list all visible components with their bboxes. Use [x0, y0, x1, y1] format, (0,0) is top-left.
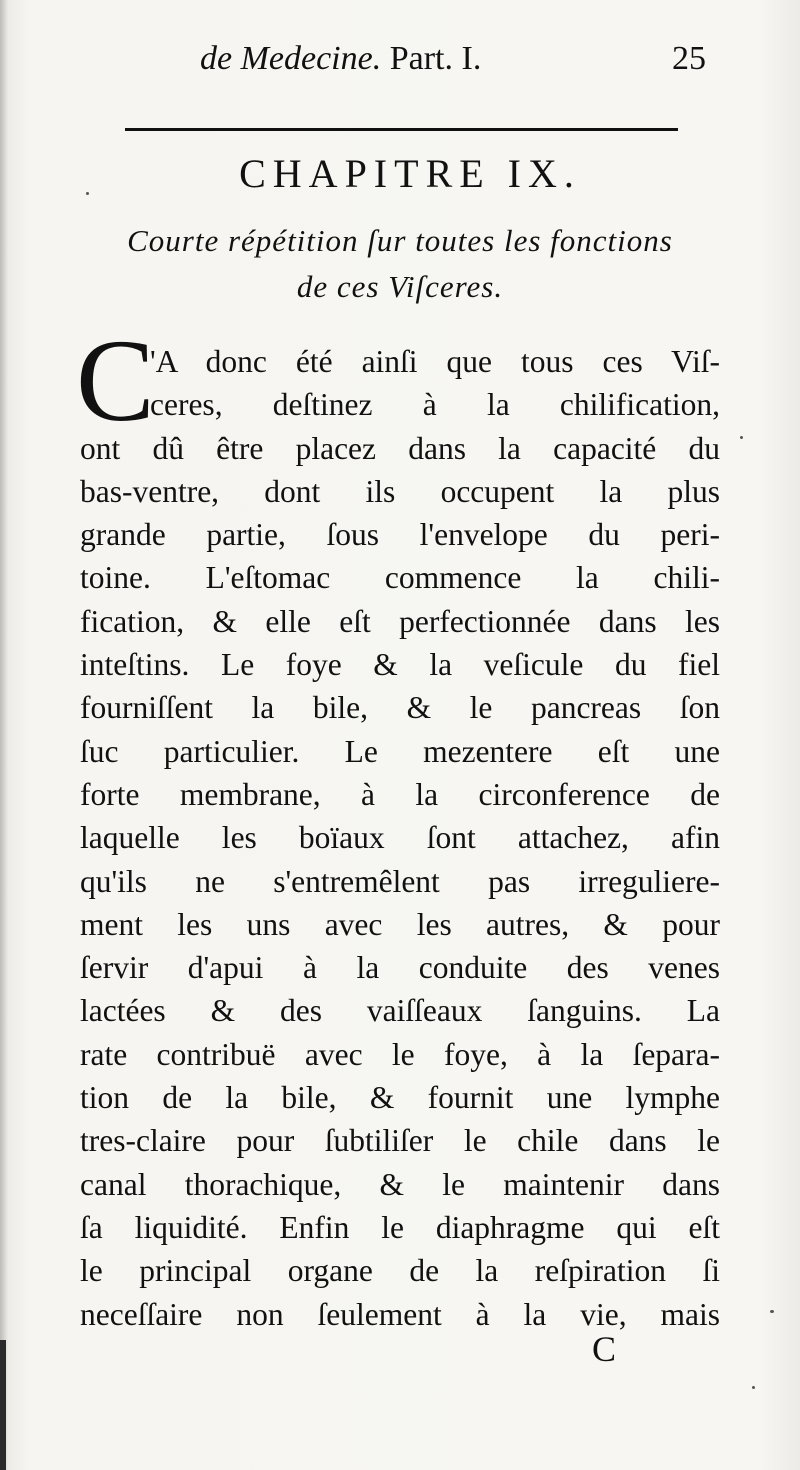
text-line: lactées & des vaiſſeaux ſanguins. La	[80, 993, 720, 1029]
chapter-subtitle-line-1: Courte répétition ſur toutes les fonctions	[127, 223, 673, 258]
chapter-subtitle-line-2: de ces Viſceres.	[296, 269, 504, 304]
running-head-title	[200, 40, 481, 78]
text-line: fication, & elle eſt perfectionnée dans les	[80, 603, 720, 639]
text-line: fourniſſent la bile, & le pancreas ſon	[80, 690, 720, 726]
text-line: inteſtins. Le foye & la veſicule du fiel	[80, 647, 720, 683]
text-line: tion de la bile, & fournit une lymphe	[80, 1080, 720, 1116]
drop-cap: C	[76, 315, 155, 446]
body-text	[80, 340, 720, 1336]
text-line: toine. L'eſtomac commence la chili-	[80, 560, 720, 596]
running-head	[0, 40, 800, 90]
text-line: canal thorachique, & le maintenir dans	[80, 1166, 720, 1202]
chapter-subtitle	[75, 218, 725, 310]
text-line: 'A donc été ainſi que tous ces Viſ-	[150, 344, 720, 379]
page-number: 25	[672, 40, 706, 77]
text-line: bas-ventre, dont ils occupent la plus	[80, 473, 720, 509]
text-line: ont dû être placez dans la capacité du	[80, 430, 720, 466]
text-line: grande partie, ſous l'envelope du peri-	[80, 517, 720, 553]
text-line: forte membrane, à la circonference de	[80, 776, 720, 812]
text-line: ment les uns avec les autres, & pour	[80, 906, 720, 942]
catchword: C	[592, 1329, 617, 1369]
text-line: ceres, deſtinez à la chilification,	[150, 387, 720, 423]
chapter-title: CHAPITRE IX.	[239, 151, 581, 196]
text-line: ſa liquidité. Enfin le diaphragme qui eſt	[80, 1209, 720, 1245]
ink-speck	[752, 1386, 755, 1389]
text-line: ſuc particulier. Le mezentere eſt une	[80, 733, 720, 769]
running-head-part: Part. I.	[389, 40, 482, 77]
text-line: laquelle les boïaux ſont attachez, afin	[80, 820, 720, 856]
header-rule	[125, 128, 678, 131]
page-gutter-shadow	[0, 0, 8, 1470]
text-line: rate contribuë avec le foye, à la ſepara-	[80, 1036, 720, 1072]
text-line: tres-claire pour ſubtiliſer le chile dans le	[80, 1123, 720, 1159]
text-line: qu'ils ne s'entremêlent pas irreguliere-	[80, 863, 720, 899]
text-line: neceſſaire non ſeulement à la vie, mais	[80, 1296, 720, 1332]
ink-speck	[86, 192, 89, 195]
running-head-italic: de Medecine.	[200, 40, 382, 77]
ink-speck	[740, 436, 743, 439]
page-edge-shadow	[0, 1340, 6, 1470]
text-line: ſervir d'apui à la conduite des venes	[80, 950, 720, 986]
text-line: le principal organe de la reſpiration ſi	[80, 1253, 720, 1289]
ink-speck	[770, 1310, 774, 1313]
